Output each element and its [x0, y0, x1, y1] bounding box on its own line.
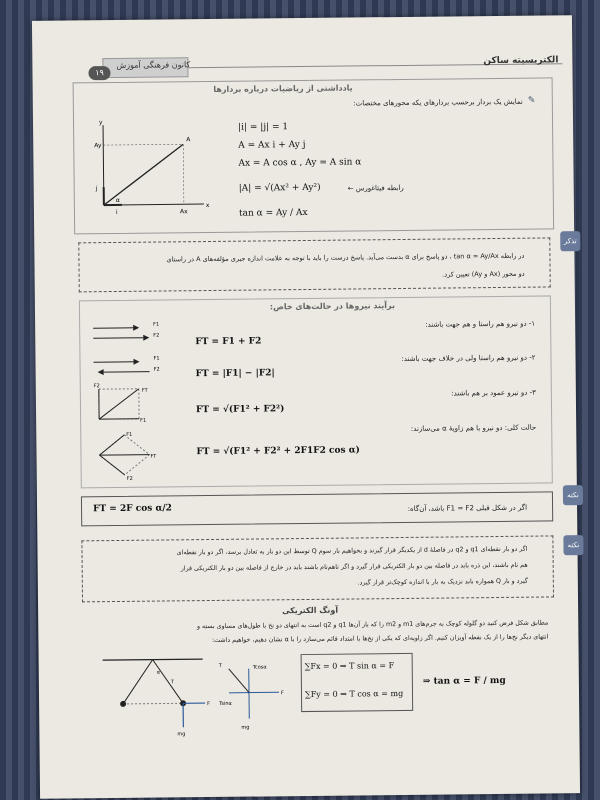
c3-f1-label: F1 — [140, 417, 147, 424]
fig-ay-label: Ay — [94, 142, 102, 150]
fig-y-label: y — [98, 119, 103, 127]
c4-f1-label: F1 — [126, 431, 133, 438]
note-tag-3: نکته — [563, 535, 583, 555]
fig-x-label: x — [205, 202, 210, 210]
pendulum-heading: آونگ الکتریکی — [281, 605, 339, 616]
note-tag-2: نکته — [563, 485, 583, 505]
eq-vector-components: A = Ax i + Ay j — [238, 139, 306, 151]
note1-line1: در رابطه tan α = Ay/Ax ، دو پاسخ برای α بدست می‌آید. پاسخ درست را باید با توجه به علامت اندازه جبری مؤلفه‌های A در راستای — [166, 251, 525, 264]
textbook-page — [32, 15, 580, 799]
note2-formula: FT = 2F cos α/2 — [93, 503, 172, 515]
note-tag-1: تذکر — [560, 231, 580, 251]
eq-tan-result: ⇒ tan α = F / mg — [422, 675, 506, 687]
pencil-icon: ✎ — [527, 95, 536, 106]
eq-sum-fy: ∑Fy = 0 ⇒ T cos α = mg — [304, 688, 404, 700]
note3-line1: اگر دو بار نقطه‌ای q1 و q2 در فاصلهٔ d از یکدیگر قرار گیرند و بخواهیم بار سوم Q توسط این دو بار به تعادل برسد، اگر دو بار نقطه‌ای — [176, 545, 528, 557]
eq-tangent: tan α = Ay / Ax — [238, 207, 308, 219]
page-number: ۱۹ — [88, 66, 110, 80]
case4-text: حالت کلی: دو نیرو با هم زاویهٔ α می‌سازند: — [410, 423, 537, 433]
case1-formula: FT = F1 + F2 — [195, 336, 262, 348]
brand-name: کانون فرهنگی آموزش — [116, 60, 191, 70]
resultant-heading: برآیند نیروها در حالت‌های خاص: — [269, 301, 395, 312]
fd-mg-label: mg — [241, 724, 250, 731]
note-box-1 — [78, 237, 550, 292]
fig-ax-label: Ax — [179, 208, 188, 216]
vector-figure — [93, 119, 214, 220]
pendulum-line1: مطابق شکل فرض کنید دو گلوله کوچک به جرم‌های m1 و m2 را که بار آن‌ها q1 و q2 است به انتهای دو نخ با طول‌های مساوی بسته و — [196, 619, 549, 631]
note1-line2: دو محور (Ax و Ay) تعیین کرد. — [442, 269, 525, 279]
pend-alpha-label: α — [156, 669, 161, 676]
fig-j-label: j — [95, 185, 98, 193]
case4-formula: FT = √(F1² + F2² + 2F1F2 cos α) — [196, 445, 360, 458]
fd-tsin-label: Tsinα — [219, 700, 232, 707]
book-title: الکتریسیته ساکن — [483, 55, 559, 67]
note3-line2: هم نام باشند، این ذره باید در فاصله بین دو بار الکتریکی قرار گیرد و اگر ناهم‌نام باشند باید در خارج از فاصله بین دو بار الکتریکی قرار — [180, 561, 528, 573]
pendulum-line2: انتهای دیگر نخ‌ها را از یک نقطه آویزان کنیم. اگر زاویه‌ای که یکی از نخ‌ها با امتداد قائم می‌سازد را با α نشان دهیم، خواهیم داشت: — [211, 633, 549, 644]
pend-f-label: F — [207, 701, 211, 708]
case2-diagram — [93, 354, 160, 379]
c1-f2-label: F2 — [153, 332, 160, 339]
note3-line3: گیرد و بار Q همواره باید نزدیک به بار با اندازه کوچک‌تر قرار گیرد. — [357, 577, 528, 587]
c3-ft-label: FT — [141, 387, 148, 394]
case3-diagram — [94, 384, 154, 425]
case4-diagram — [94, 430, 155, 481]
page-header — [32, 15, 573, 78]
case1-text: ۱- دو نیرو هم راستا و هم جهت باشند: — [425, 319, 536, 329]
pendulum-figure — [93, 655, 214, 736]
note2-text: اگر در شکل قبلی F1 = F2 باشد، آن‌گاه: — [407, 503, 528, 513]
fd-f-label: F — [280, 690, 284, 697]
vector-intro: نمایش یک بردار برحسب بردارهای یکه محورهای مختصات: — [353, 97, 523, 108]
case3-formula: FT = √(F1² + F2²) — [195, 404, 285, 416]
c1-f1-label: F1 — [153, 321, 160, 328]
pend-mg-label: mg — [177, 731, 186, 738]
pend-t-label: T — [170, 679, 174, 686]
fig-i-label: i — [115, 208, 118, 216]
case3-text: ۳- دو نیرو عمود بر هم باشند: — [451, 388, 536, 398]
fig-a-label: A — [186, 136, 191, 144]
c4-f2-label: F2 — [126, 475, 133, 482]
c2-f1-label: F1 — [153, 355, 160, 362]
fd-tcos-label: Tcosα — [252, 664, 267, 671]
vector-heading: یادداشتی از ریاضیات درباره بردارها — [213, 83, 353, 94]
pythagoras-label: رابطه فیثاغورس ← — [347, 183, 404, 193]
eq-component-values: Ax = A cos α , Ay = A sin α — [238, 157, 362, 169]
case1-diagram — [93, 320, 160, 345]
fig-alpha-label: α — [115, 196, 120, 204]
fd-t-label: T — [218, 662, 222, 669]
force-diagram — [219, 658, 300, 735]
case2-text: ۲- دو نیرو هم راستا ولی در خلاف جهت باشند: — [401, 353, 536, 363]
eq-magnitude: |A| = √(Ax² + Ay²) — [238, 182, 321, 194]
c2-f2-label: F2 — [153, 366, 160, 373]
eq-sum-fx: ∑Fx = 0 ⇒ T sin α = F — [304, 661, 395, 672]
c4-ft-label: FT — [150, 453, 157, 460]
eq-unit-vectors: |i| = |j| = 1 — [238, 122, 289, 133]
c3-f2-label: F2 — [93, 383, 100, 390]
case2-formula: FT = |F1| − |F2| — [195, 368, 275, 380]
